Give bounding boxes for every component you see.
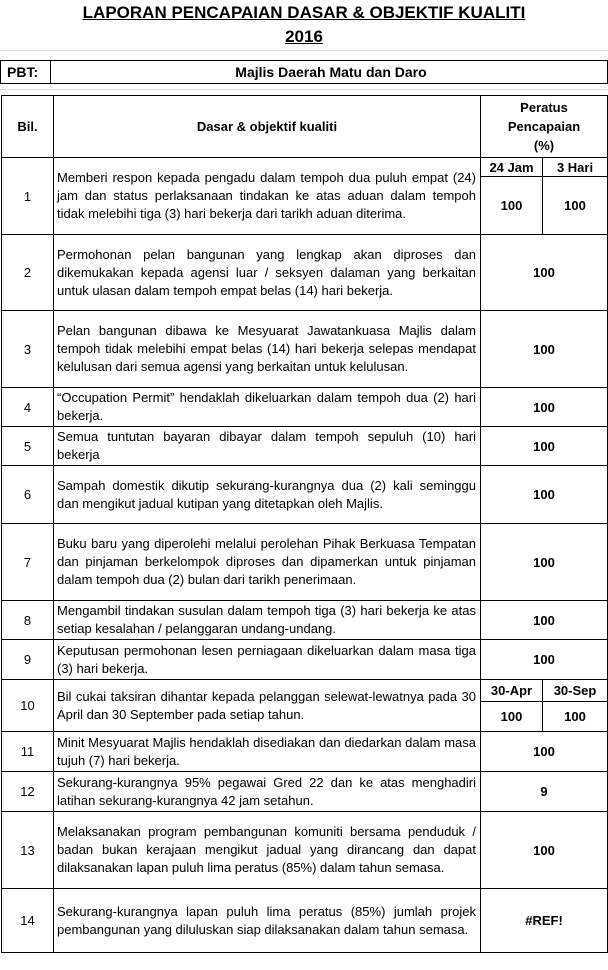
table-row xyxy=(2,772,608,812)
table-row xyxy=(2,640,608,680)
row-value: #REF! xyxy=(481,889,608,953)
row-desc: Sekurang-kurangnya 95% pegawai Gred 22 dan ke atas menghadiri latihan sekurang-kurangnya 42 jam setahun. xyxy=(54,772,481,812)
row-no: 1 xyxy=(2,158,54,235)
row-value: 100 xyxy=(481,235,608,311)
pbt-divider xyxy=(50,61,51,83)
row-value: 100 xyxy=(543,702,608,732)
row-no: 7 xyxy=(2,524,54,601)
row-desc: Minit Mesyuarat Majlis hendaklah disediakan dan diedarkan dalam masa tujuh (7) hari bekerja. xyxy=(54,732,481,772)
row-desc: Memberi respon kepada pengadu dalam tempoh dua puluh empat (24) jam dan status perlaksanaan tindakan ke atas aduan dalam tempoh tidak melebihi tiga (3) hari bekerja dari tarikh aduan diterima. xyxy=(54,158,481,235)
pbt-value: Majlis Daerah Matu dan Daro xyxy=(235,64,427,80)
table-row xyxy=(2,466,608,524)
row-no: 12 xyxy=(2,772,54,812)
row-desc: Permohonan pelan bangunan yang lengkap akan diproses dan dikemukakan kepada agensi luar / seksyen dalaman yang berkaitan untuk ulasan dalam tempoh empat belas (14) hari bekerja. xyxy=(54,235,481,311)
row-value: 100 xyxy=(543,177,608,235)
row-value: 100 xyxy=(481,601,608,640)
table-row xyxy=(2,388,608,427)
row-no: 13 xyxy=(2,812,54,889)
header-desc: Dasar & objektif kualiti xyxy=(54,96,481,158)
row-no: 10 xyxy=(2,680,54,732)
table-row xyxy=(2,235,608,311)
table-row xyxy=(2,158,608,177)
sub-header: 30-Sep xyxy=(543,680,608,702)
sheet-gridline xyxy=(0,89,608,90)
table-row xyxy=(2,889,608,953)
row-value: 100 xyxy=(481,524,608,601)
row-value: 100 xyxy=(481,311,608,388)
row-value: 100 xyxy=(481,812,608,889)
row-desc: Pelan bangunan dibawa ke Mesyuarat Jawatankuasa Majlis dalam tempoh tidak melebihi empat belas (14) hari bekerja selepas mendapat kelulusan dari semua agensi yang berkaitan untuk kelulusan. xyxy=(54,311,481,388)
row-value: 100 xyxy=(481,388,608,427)
sub-header: 30-Apr xyxy=(481,680,543,702)
row-value: 100 xyxy=(481,732,608,772)
sub-header: 3 Hari xyxy=(543,158,608,177)
table-row xyxy=(2,732,608,772)
report-title: LAPORAN PENCAPAIAN DASAR & OBJEKTIF KUALITI xyxy=(82,3,526,22)
quality-objectives-table xyxy=(1,95,608,953)
row-desc: Semua tuntutan bayaran dibayar dalam tempoh sepuluh (10) hari bekerja xyxy=(54,427,481,466)
table-row xyxy=(2,812,608,889)
row-desc: Sampah domestik dikutip sekurang-kurangnya dua (2) kali seminggu dan mengikut jadual kutipan yang ditetapkan oleh Majlis. xyxy=(54,466,481,524)
row-desc: Melaksanakan program pembangunan komuniti bersama penduduk / badan bukan kerajaan mengikut jadual yang dirancang dan dapat dilaksanakan lapan puluh lima peratus (85%) dalam tahun semasa. xyxy=(54,812,481,889)
table-row xyxy=(2,524,608,601)
row-no: 6 xyxy=(2,466,54,524)
table-row xyxy=(2,311,608,388)
header-row xyxy=(2,96,608,158)
table-row xyxy=(2,680,608,702)
row-no: 5 xyxy=(2,427,54,466)
sub-header: 24 Jam xyxy=(481,158,543,177)
pbt-row xyxy=(0,60,608,84)
row-desc: Buku baru yang diperolehi melalui perolehan Pihak Berkuasa Tempatan dan pinjaman berkelompok diproses dan dipamerkan untuk pinjaman dalam tempoh dua (2) bulan dari tarikh penerimaan. xyxy=(54,524,481,601)
row-desc: Mengambil tindakan susulan dalam tempoh tiga (3) hari bekerja ke atas setiap kesalahan / pelanggaran undang-undang. xyxy=(54,601,481,640)
row-no: 14 xyxy=(2,889,54,953)
row-desc: Sekurang-kurangnya lapan puluh lima peratus (85%) jumlah projek pembangunan yang diluluskan siap dilaksanakan dalam tahun semasa. xyxy=(54,889,481,953)
row-value: 100 xyxy=(481,427,608,466)
header-no: Bil. xyxy=(2,96,54,158)
row-value: 100 xyxy=(481,702,543,732)
header-percent-line1: Peratus xyxy=(520,100,568,115)
row-desc: Keputusan permohonan lesen perniagaan dikeluarkan dalam masa tiga (3) hari bekerja. xyxy=(54,640,481,680)
table-row xyxy=(2,427,608,466)
report-year: 2016 xyxy=(285,27,323,46)
sheet-gridline xyxy=(0,50,608,51)
row-no: 2 xyxy=(2,235,54,311)
row-desc: “Occupation Permit” hendaklah dikeluarkan dalam tempoh dua (2) hari bekerja. xyxy=(54,388,481,427)
header-percent xyxy=(481,96,608,158)
pbt-label: PBT: xyxy=(7,64,39,80)
row-desc: Bil cukai taksiran dihantar kepada pelanggan selewat-lewatnya pada 30 April dan 30 September pada setiap tahun. xyxy=(54,680,481,732)
row-value: 100 xyxy=(481,466,608,524)
row-no: 3 xyxy=(2,311,54,388)
row-value: 9 xyxy=(481,772,608,812)
row-value: 100 xyxy=(481,640,608,680)
row-no: 11 xyxy=(2,732,54,772)
table-row xyxy=(2,601,608,640)
row-no: 9 xyxy=(2,640,54,680)
header-percent-line3: (%) xyxy=(533,138,555,153)
row-value: 100 xyxy=(481,177,543,235)
row-no: 8 xyxy=(2,601,54,640)
header-percent-line2: Pencapaian xyxy=(507,119,581,134)
row-no: 4 xyxy=(2,388,54,427)
